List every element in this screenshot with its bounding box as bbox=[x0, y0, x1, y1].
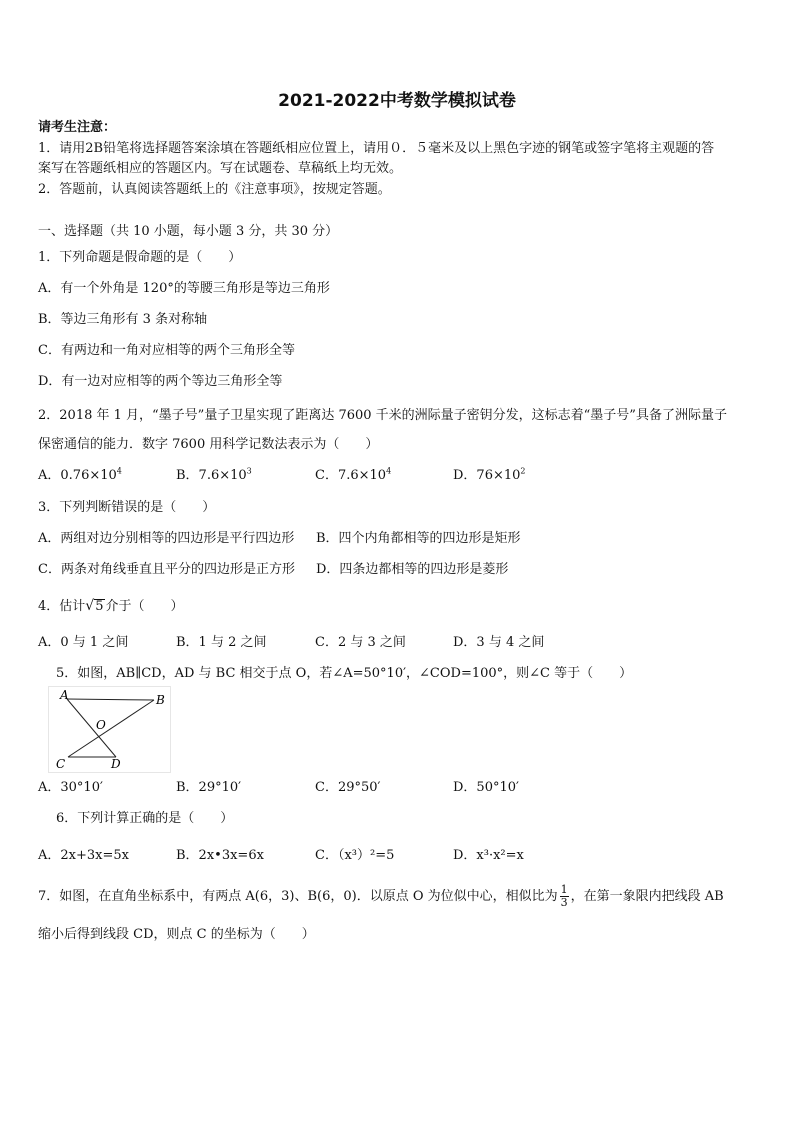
label-c: C bbox=[56, 757, 66, 771]
q4-option-c: C．2 与 3 之间 bbox=[315, 635, 406, 650]
segment-ab bbox=[67, 699, 154, 700]
notice-item-1-line-2: 案写在答题纸相应的答题区内。写在试题卷、草稿纸上均无效。 bbox=[38, 161, 403, 176]
q3-option-d: D．四条边都相等的四边形是菱形 bbox=[316, 562, 509, 577]
section-heading: 一、选择题（共 10 小题，每小题 3 分，共 30 分） bbox=[38, 224, 339, 239]
q5-stem: 5．如图，AB∥CD，AD 与 BC 相交于点 O，若∠A=50°10′，∠COD=100°，则∠C 等于（ ） bbox=[56, 666, 633, 681]
q4-option-b: B．1 与 2 之间 bbox=[176, 635, 267, 650]
label-a: A bbox=[60, 688, 69, 702]
q3-option-b: B．四个内角都相等的四边形是矩形 bbox=[316, 531, 521, 546]
q2-stem-line-1: 2．2018 年 1 月，“墨子号”量子卫星实现了距离达 7600 千米的洲际量子密钥分发，这标志着“墨子号”具备了洲际量子 bbox=[38, 408, 727, 423]
q1-option-c: C．有两边和一角对应相等的两个三角形全等 bbox=[38, 343, 295, 358]
q1-stem: 1．下列命题是假命题的是（ ） bbox=[38, 250, 242, 265]
q2-stem-line-2: 保密通信的能力．数字 7600 用科学记数法表示为（ ） bbox=[38, 437, 379, 452]
q4-radicand: 5 bbox=[95, 599, 104, 614]
q1-option-d: D．有一边对应相等的两个等边三角形全等 bbox=[38, 374, 283, 389]
q6-stem: 6．下列计算正确的是（ ） bbox=[56, 811, 234, 826]
q5-option-a: A．30°10′ bbox=[38, 780, 103, 795]
q5-option-d: D．50°10′ bbox=[453, 780, 519, 795]
label-d: D bbox=[111, 757, 121, 771]
q1-option-a: A．有一个外角是 120°的等腰三角形是等边三角形 bbox=[38, 281, 330, 296]
q5-figure bbox=[48, 686, 172, 774]
q4-option-d: D．3 与 4 之间 bbox=[453, 635, 545, 650]
q7-stem-line-1: 7．如图，在直角坐标系中，有两点 A(6，3)、B(6，0)．以原点 O 为位似中心，相似比为 $\frac{1}{3}$ ，在第一象限内把线段 AB bbox=[38, 883, 724, 909]
q5-option-c: C．29°50′ bbox=[315, 780, 381, 795]
q5-option-b: B．29°10′ bbox=[176, 780, 242, 795]
label-o: O bbox=[96, 718, 106, 732]
q3-stem: 3．下列判断错误的是（ ） bbox=[38, 500, 216, 515]
q2-option-c: C．$7.6\times 10^4$ bbox=[315, 466, 392, 483]
q7-fraction: $\frac{1}{3}$ bbox=[560, 883, 568, 909]
q4-stem: 4．估计√5 介于（ ） bbox=[38, 598, 184, 614]
notice-item-1-line-1: 1．请用2B铅笔将选择题答案涂填在答题纸相应位置上，请用０．５毫米及以上黑色字迹的钢笔或签字笔将主观题的答 bbox=[38, 141, 715, 156]
q6-option-c: C．（x³）²=5 bbox=[315, 848, 395, 863]
q3-option-c: C．两条对角线垂直且平分的四边形是正方形 bbox=[38, 562, 295, 577]
label-b: B bbox=[156, 693, 165, 707]
segment-bc bbox=[68, 700, 154, 757]
q7-stem-line-2: 缩小后得到线段 CD，则点 C 的坐标为（ ） bbox=[38, 927, 315, 942]
q1-option-b: B．等边三角形有 3 条对称轴 bbox=[38, 312, 208, 327]
q2-option-a: A．$0.76\times 10^4$ bbox=[38, 466, 122, 483]
q6-option-b: B．2x•3x=6x bbox=[176, 848, 264, 863]
q6-option-d: D．x³·x²=x bbox=[453, 848, 524, 863]
q4-option-a: A．0 与 1 之间 bbox=[38, 635, 129, 650]
segment-ad bbox=[67, 699, 116, 757]
page-title: 2021-2022中考数学模拟试卷 bbox=[278, 91, 516, 111]
q3-option-a: A．两组对边分别相等的四边形是平行四边形 bbox=[38, 531, 295, 546]
q2-option-d: D．$76\times 10^2$ bbox=[453, 466, 526, 483]
notice-item-2: 2．答题前，认真阅读答题纸上的《注意事项》，按规定答题。 bbox=[38, 182, 391, 197]
q2-option-b: B．$7.6\times 10^3$ bbox=[176, 466, 252, 483]
q6-option-a: A．2x+3x=5x bbox=[38, 848, 129, 863]
notice-heading: 请考生注意： bbox=[38, 120, 117, 135]
